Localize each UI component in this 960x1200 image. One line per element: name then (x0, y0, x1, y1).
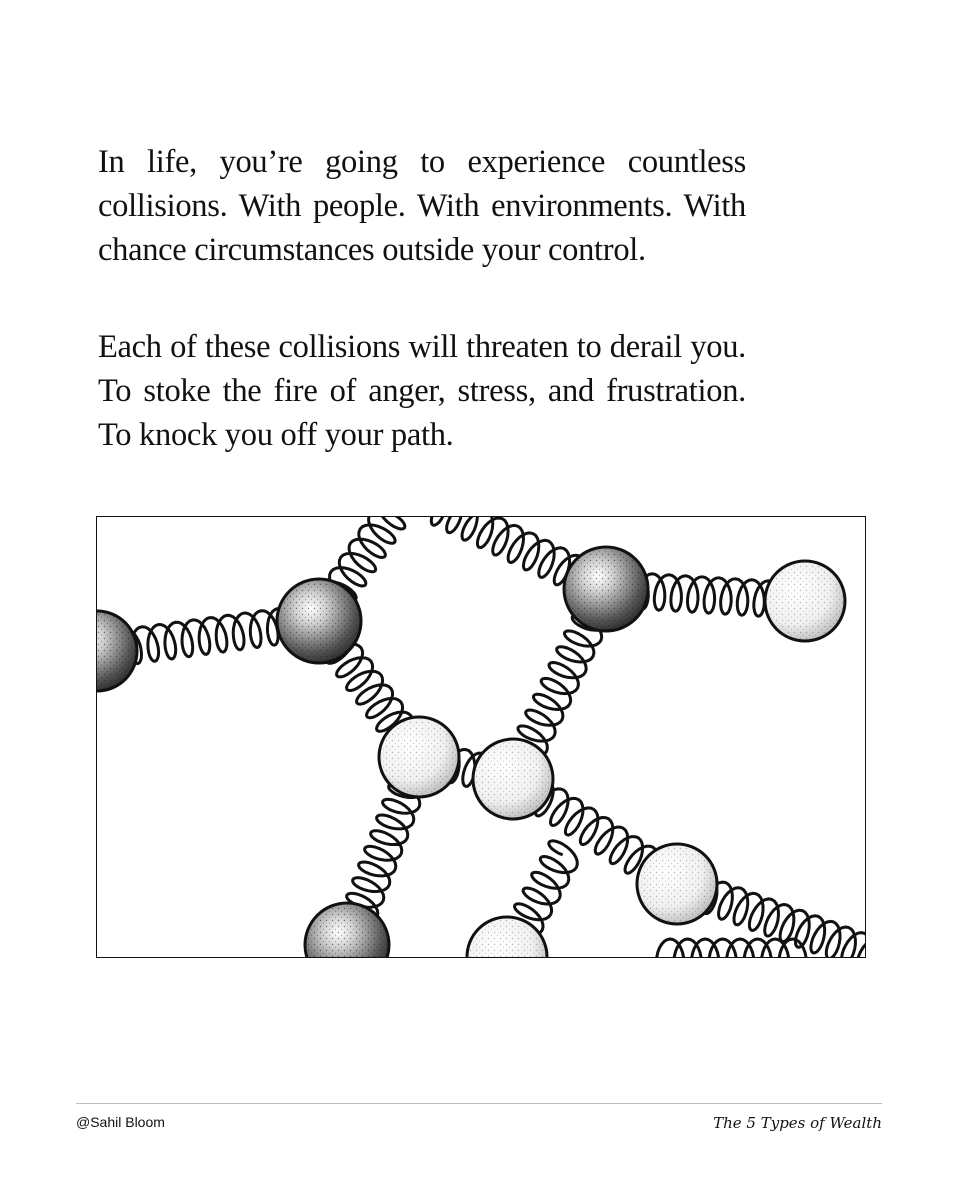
ball-6 (637, 844, 717, 924)
author-handle: @Sahil Bloom (76, 1114, 165, 1130)
footer-divider (76, 1103, 882, 1104)
book-title-signature: The 5 Types of Wealth (713, 1114, 882, 1132)
springs-layer (97, 517, 866, 958)
ball-0 (97, 611, 137, 691)
spring-ball-illustration (96, 516, 866, 958)
ball-8 (467, 917, 547, 958)
spring-ball-network-icon (97, 517, 866, 958)
ball-1 (277, 579, 361, 663)
ball-4 (379, 717, 459, 797)
ball-3 (765, 561, 845, 641)
paragraph-derail: Each of these collisions will threaten to derail you. To stoke the fire of anger, stress, and frustration. To knock you off your path. (98, 329, 746, 453)
ball-5 (473, 739, 553, 819)
paragraph-collisions: In life, you’re going to experience countless collisions. With people. With environments. With chance circumstances outside your control. (98, 144, 746, 268)
ball-2 (564, 547, 648, 631)
